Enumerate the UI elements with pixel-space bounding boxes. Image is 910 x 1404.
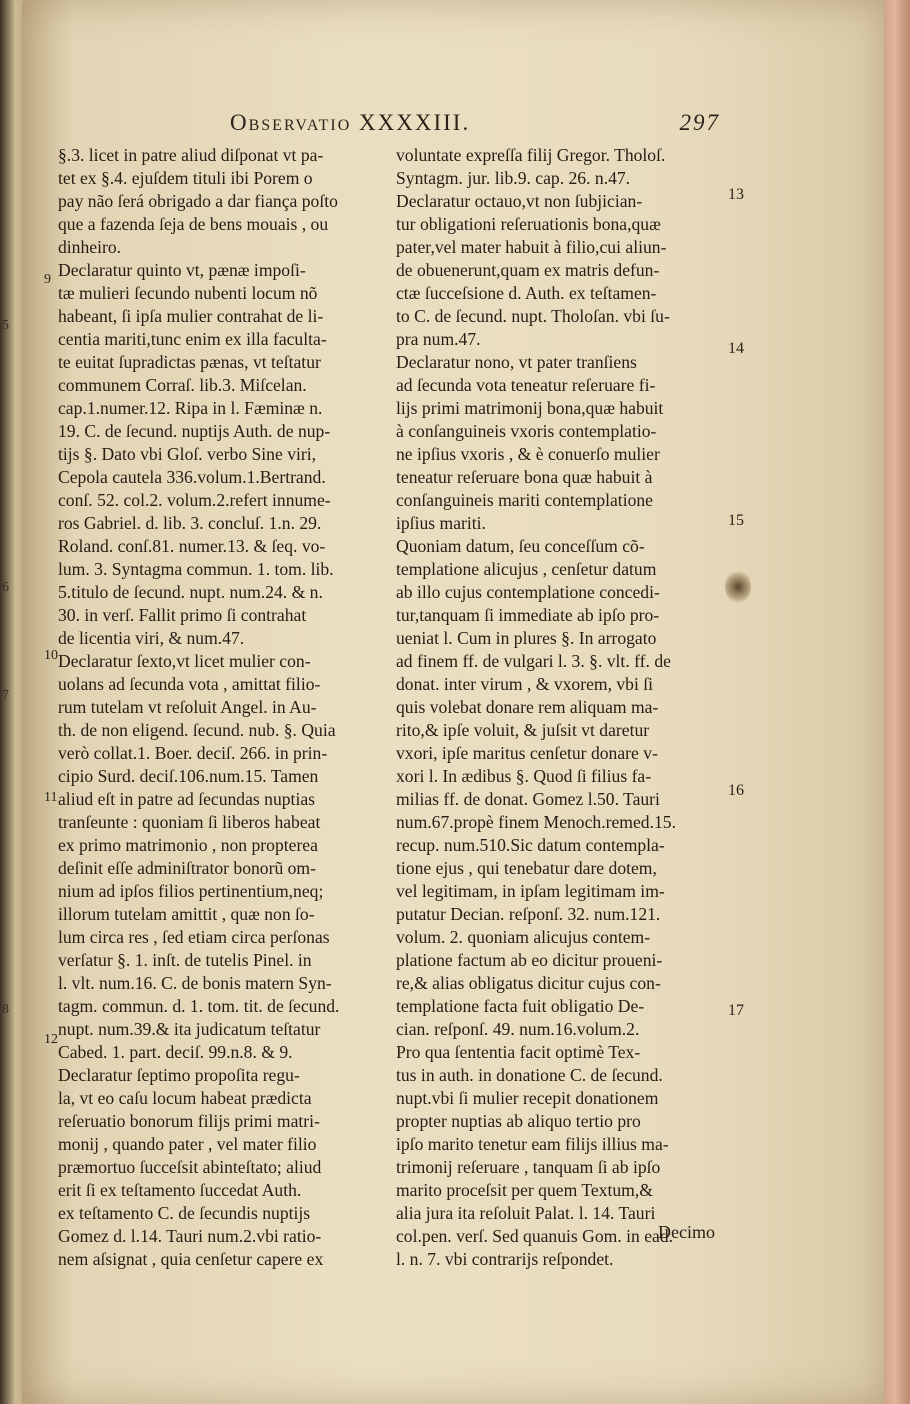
- prev-margin-number: 6: [2, 580, 9, 595]
- text-line: Declaratur nono, vt pater tranſiens: [396, 352, 637, 372]
- text-line: tur,tanquam ſi immediate ab ipſo pro-: [396, 605, 660, 625]
- text-line: tranſeunte : quoniam ſi liberos habeat: [58, 812, 321, 832]
- text-line: propter nuptias ab aliquo tertio pro: [396, 1111, 641, 1131]
- text-line: teneatur reſeruare bona quæ habuit à: [396, 467, 653, 487]
- text-line: to C. de ſecund. nupt. Tholoſan. vbi ſu-: [396, 306, 670, 326]
- text-line: aliud eſt in patre ad ſecundas nuptias: [58, 789, 315, 809]
- text-line: 30. in verſ. Fallit primo ſi contrahat: [58, 605, 307, 625]
- text-line: 19. C. de ſecund. nuptijs Auth. de nup-: [58, 421, 331, 441]
- text-line: §.3. licet in patre aliud diſponat vt pa-: [58, 145, 324, 165]
- text-line: re,& alias obligatus dicitur cujus con-: [396, 973, 661, 993]
- text-line: pater,vel mater habuit à filio,cui aliun-: [396, 237, 667, 257]
- text-line: ne ipſius vxoris , & è conuerſo mulier: [396, 444, 660, 464]
- text-line: de obuenerunt,quam ex matris defun-: [396, 260, 660, 280]
- margin-number: 11: [44, 790, 58, 805]
- text-line: col.pen. verſ. Sed quanuis Gom. in ead.: [396, 1226, 674, 1246]
- text-line: tur obligationi reſeruationis bona,quæ: [396, 214, 661, 234]
- text-line: templatione alicujus , cenſetur datum: [396, 559, 657, 579]
- text-line: l. n. 7. vbi contrarijs reſpondet.: [396, 1249, 614, 1269]
- text-line: la, vt eo caſu locum habeat prædicta: [58, 1088, 312, 1108]
- text-line: pra num.47.: [396, 329, 481, 349]
- text-line: lum circa res , ſed etiam circa perſonas: [58, 927, 330, 947]
- margin-number: 12: [44, 1032, 58, 1047]
- text-line: tæ mulieri ſecundo nubenti locum nõ: [58, 283, 318, 303]
- text-line: donat. inter virum , & vxorem, vbi ſi: [396, 674, 654, 694]
- text-line: pay não ſerá obrigado a dar fiança poſto: [58, 191, 338, 211]
- text-line: 5.titulo de ſecund. nupt. num.24. & n.: [58, 582, 323, 602]
- text-line: reſeruatio bonorum filijs primi matri-: [58, 1111, 320, 1131]
- text-line: ipſo marito tenetur eam filijs illius ma-: [396, 1134, 669, 1154]
- text-line: quis volebat donare rem aliquam ma-: [396, 697, 659, 717]
- text-line: centia mariti,tunc enim ex illa faculta-: [58, 329, 327, 349]
- text-line: Cabed. 1. part. deciſ. 99.n.8. & 9.: [58, 1042, 293, 1062]
- text-line: vxori, ipſe maritus cenſetur donare v-: [396, 743, 658, 763]
- margin-number: 15: [728, 512, 744, 529]
- text-line: te euitat ſupradictas pænas, vt teſtatur: [58, 352, 321, 372]
- left-text-column: [58, 144, 376, 1271]
- text-line: vel legitimam, in ipſam legitimam im-: [396, 881, 665, 901]
- margin-number: 10: [44, 648, 58, 663]
- text-line: nem aſsignat , quia cenſetur capere ex: [58, 1249, 324, 1269]
- text-line: trimonij reſeruare , tanquam ſi ab ipſo: [396, 1157, 661, 1177]
- text-line: Pro qua ſententia facit optimè Tex-: [396, 1042, 641, 1062]
- margin-number: 9: [44, 272, 51, 287]
- margin-number: 17: [728, 1002, 744, 1019]
- text-line: tus in auth. in donatione C. de ſecund.: [396, 1065, 663, 1085]
- text-line: Roland. conſ.81. numer.13. & ſeq. vo-: [58, 536, 326, 556]
- text-line: lum. 3. Syntagma commun. 1. tom. lib.: [58, 559, 334, 579]
- text-line: verò collat.1. Boer. deciſ. 266. in prin-: [58, 743, 328, 763]
- text-line: ipſius mariti.: [396, 513, 486, 533]
- text-line: milias ff. de donat. Gomez l.50. Tauri: [396, 789, 660, 809]
- text-line: templatione facta fuit obligatio De-: [396, 996, 645, 1016]
- text-line: th. de non eligend. ſecund. nub. §. Quia: [58, 720, 336, 740]
- text-line: ad finem ff. de vulgari l. 3. §. vlt. ff. de: [396, 651, 671, 671]
- text-line: Gomez d. l.14. Tauri num.2.vbi ratio-: [58, 1226, 322, 1246]
- text-line: deſinit eſſe adminiſtrator bonorũ om-: [58, 858, 316, 878]
- text-line: tione ejus , qui tenebatur dare dotem,: [396, 858, 657, 878]
- text-line: ex teſtamento C. de ſecundis nuptijs: [58, 1203, 311, 1223]
- text-line: cap.1.numer.12. Ripa in l. Fæminæ n.: [58, 398, 323, 418]
- text-line: recup. num.510.Sic datum contempla-: [396, 835, 665, 855]
- text-line: l. vlt. num.16. C. de bonis matern Syn-: [58, 973, 332, 993]
- text-line: cipio Surd. deciſ.106.num.15. Tamen: [58, 766, 319, 786]
- text-line: habeant, ſi ipſa mulier contrahat de li-: [58, 306, 324, 326]
- text-line: communem Corraſ. lib.3. Miſcelan.: [58, 375, 307, 395]
- text-line: alia jura ita reſoluit Palat. l. 14. Tauri: [396, 1203, 656, 1223]
- text-line: volum. 2. quoniam alicujus contem-: [396, 927, 651, 947]
- text-line: putatur Decian. reſponſ. 32. num.121.: [396, 904, 661, 924]
- margin-number: 14: [728, 340, 744, 357]
- text-line: conſanguineis mariti contemplatione: [396, 490, 653, 510]
- prev-margin-number: 5: [2, 318, 9, 333]
- text-line: lijs primi matrimonij bona,quæ habuit: [396, 398, 664, 418]
- text-line: rum tutelam vt reſoluit Angel. in Au-: [58, 697, 317, 717]
- running-header: [230, 108, 720, 142]
- text-line: tet ex §.4. ejuſdem tituli ibi Porem o: [58, 168, 313, 188]
- text-line: de licentia viri, & num.47.: [58, 628, 245, 648]
- text-line: uolans ad ſecunda vota , amittat filio-: [58, 674, 321, 694]
- text-line: platione factum ab eo dicitur proueni-: [396, 950, 663, 970]
- text-line: illorum tutelam amittit , quæ non ſo-: [58, 904, 315, 924]
- text-line: rito,& ipſe voluit, & juſsit vt daretur: [396, 720, 650, 740]
- prev-margin-number: 8: [2, 1002, 9, 1017]
- text-line: ueniat l. Cum in plures §. In arrogato: [396, 628, 657, 648]
- text-line: tagm. commun. d. 1. tom. tit. de ſecund.: [58, 996, 340, 1016]
- page-fore-edge: [884, 0, 910, 1404]
- margin-number: 13: [728, 186, 744, 203]
- text-line: tijs §. Dato vbi Gloſ. verbo Sine viri,: [58, 444, 317, 464]
- right-text-column: [396, 144, 726, 1271]
- text-line: Syntagm. jur. lib.9. cap. 26. n.47.: [396, 168, 631, 188]
- text-line: verſatur §. 1. inſt. de tutelis Pinel. in: [58, 950, 312, 970]
- header-title: Observatio XXXXIII.: [230, 110, 471, 135]
- text-line: ros Gabriel. d. lib. 3. concluſ. 1.n. 29.: [58, 513, 322, 533]
- text-line: que a fazenda ſeja de bens mouais , ou: [58, 214, 329, 234]
- text-line: ab illo cujus contemplatione concedi-: [396, 582, 660, 602]
- text-line: Quoniam datum, ſeu conceſſum cõ-: [396, 536, 645, 556]
- text-line: ctæ ſucceſsione d. Auth. ex teſtamen-: [396, 283, 657, 303]
- text-line: voluntate expreſſa filij Gregor. Tholoſ.: [396, 145, 666, 165]
- text-line: Declaratur ſeptimo propoſita regu-: [58, 1065, 300, 1085]
- page-number: 297: [679, 110, 720, 135]
- text-line: nium ad ipſos filios pertinentium,neq;: [58, 881, 324, 901]
- text-line: Declaratur ſexto,vt licet mulier con-: [58, 651, 311, 671]
- prev-margin-number: 7: [2, 688, 9, 703]
- text-line: nupt. num.39.& ita judicatum teſtatur: [58, 1019, 321, 1039]
- ink-stain: [725, 570, 751, 604]
- margin-number: 16: [728, 782, 744, 799]
- text-line: à conſanguineis vxoris contemplatio-: [396, 421, 657, 441]
- text-line: monij , quando pater , vel mater filio: [58, 1134, 317, 1154]
- catchword: Decimo: [658, 1222, 715, 1242]
- text-line: conſ. 52. col.2. volum.2.refert innume-: [58, 490, 331, 510]
- text-line: ad ſecunda vota teneatur reſeruare fi-: [396, 375, 656, 395]
- text-line: Cepola cautela 336.volum.1.Bertrand.: [58, 467, 326, 487]
- text-line: cian. reſponſ. 49. num.16.volum.2.: [396, 1019, 640, 1039]
- text-line: præmortuo ſucceſsit abinteſtato; aliud: [58, 1157, 322, 1177]
- text-line: nupt.vbi ſi mulier recepit donationem: [396, 1088, 659, 1108]
- text-line: ex primo matrimonio , non propterea: [58, 835, 318, 855]
- text-line: marito proceſsit per quem Textum,&: [396, 1180, 653, 1200]
- text-line: num.67.propè finem Menoch.remed.15.: [396, 812, 676, 832]
- text-line: erit ſi ex teſtamento ſuccedat Auth.: [58, 1180, 302, 1200]
- text-line: Declaratur octauo,vt non ſubjician-: [396, 191, 643, 211]
- text-line: xori l. In ædibus §. Quod ſi filius fa-: [396, 766, 652, 786]
- text-line: dinheiro.: [58, 237, 122, 257]
- text-line: Declaratur quinto vt, pænæ impoſi-: [58, 260, 306, 280]
